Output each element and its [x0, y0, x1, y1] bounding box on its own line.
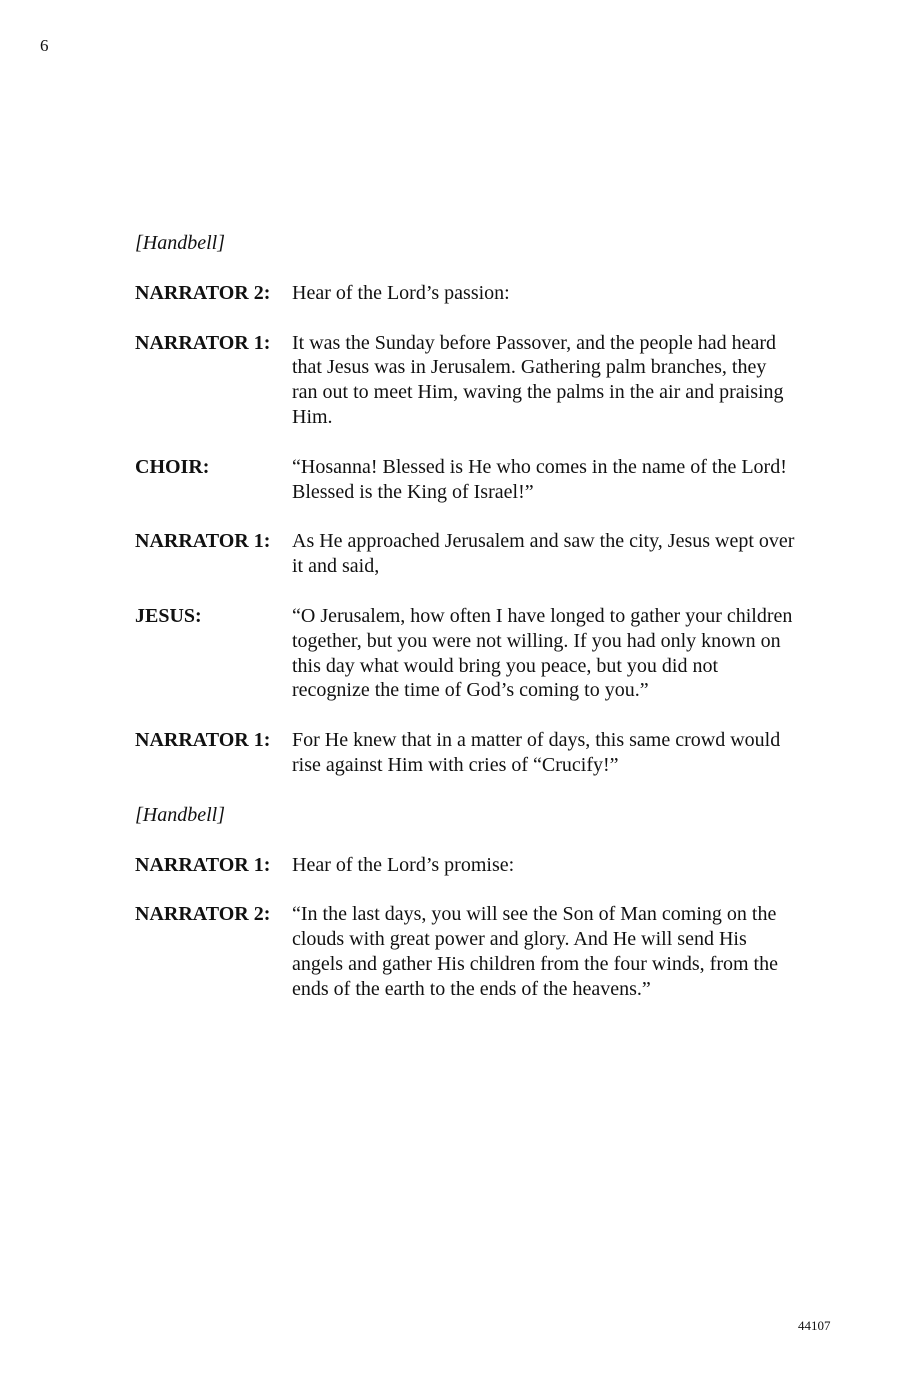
speech-text: For He knew that in a matter of days, this same crowd would rise against Him with cries of “Crucify!”	[292, 729, 781, 776]
stage-direction-handbell: [Handbell]	[135, 232, 225, 254]
speaker-label: NARRATOR 1:	[135, 530, 271, 553]
speaker-label: NARRATOR 1:	[135, 331, 271, 354]
page-number: 6	[40, 36, 49, 55]
script-line	[135, 604, 795, 703]
speech-text: “In the last days, you will see the Son of Man coming on the clouds with great power and glory. And He will send His angels and gather His children from the four winds, from the ends of the earth to the ends of the heavens.”	[292, 903, 778, 1000]
speech-text: Hear of the Lord’s promise:	[292, 853, 515, 876]
script-line	[135, 902, 795, 1001]
speaker-label: NARRATOR 2:	[135, 903, 271, 926]
script-body	[135, 231, 795, 1027]
speaker-label: NARRATOR 2:	[135, 281, 271, 304]
speech-text: As He approached Jerusalem and saw the city, Jesus wept over it and said,	[292, 530, 795, 578]
speaker-label: NARRATOR 1:	[135, 853, 271, 876]
script-line	[135, 529, 795, 579]
script-line	[135, 853, 795, 878]
speech-text: “O Jerusalem, how often I have longed to gather your children together, but you were not willing. If you had only known on this day what would bring you peace, but you did not recognize the time of God’s coming to you.”	[292, 604, 793, 702]
speaker-label: CHOIR:	[135, 455, 210, 478]
script-line	[135, 281, 795, 306]
speaker-label: NARRATOR 1:	[135, 729, 271, 752]
speech-text: It was the Sunday before Passover, and the people had heard that Jesus was in Jerusalem. Gathering palm branches, they ran out to meet Him, waving the palms in the air and praising Him.	[292, 331, 784, 428]
stage-direction-handbell: [Handbell]	[135, 803, 225, 826]
speech-text: Hear of the Lord’s passion:	[292, 281, 510, 304]
script-line	[135, 728, 795, 778]
catalog-number: 44107	[798, 1318, 831, 1333]
script-line	[135, 455, 795, 505]
speech-text: “Hosanna! Blessed is He who comes in the name of the Lord! Blessed is the King of Israel!”	[292, 455, 787, 503]
speaker-label: JESUS:	[135, 604, 202, 627]
script-line	[135, 331, 795, 430]
